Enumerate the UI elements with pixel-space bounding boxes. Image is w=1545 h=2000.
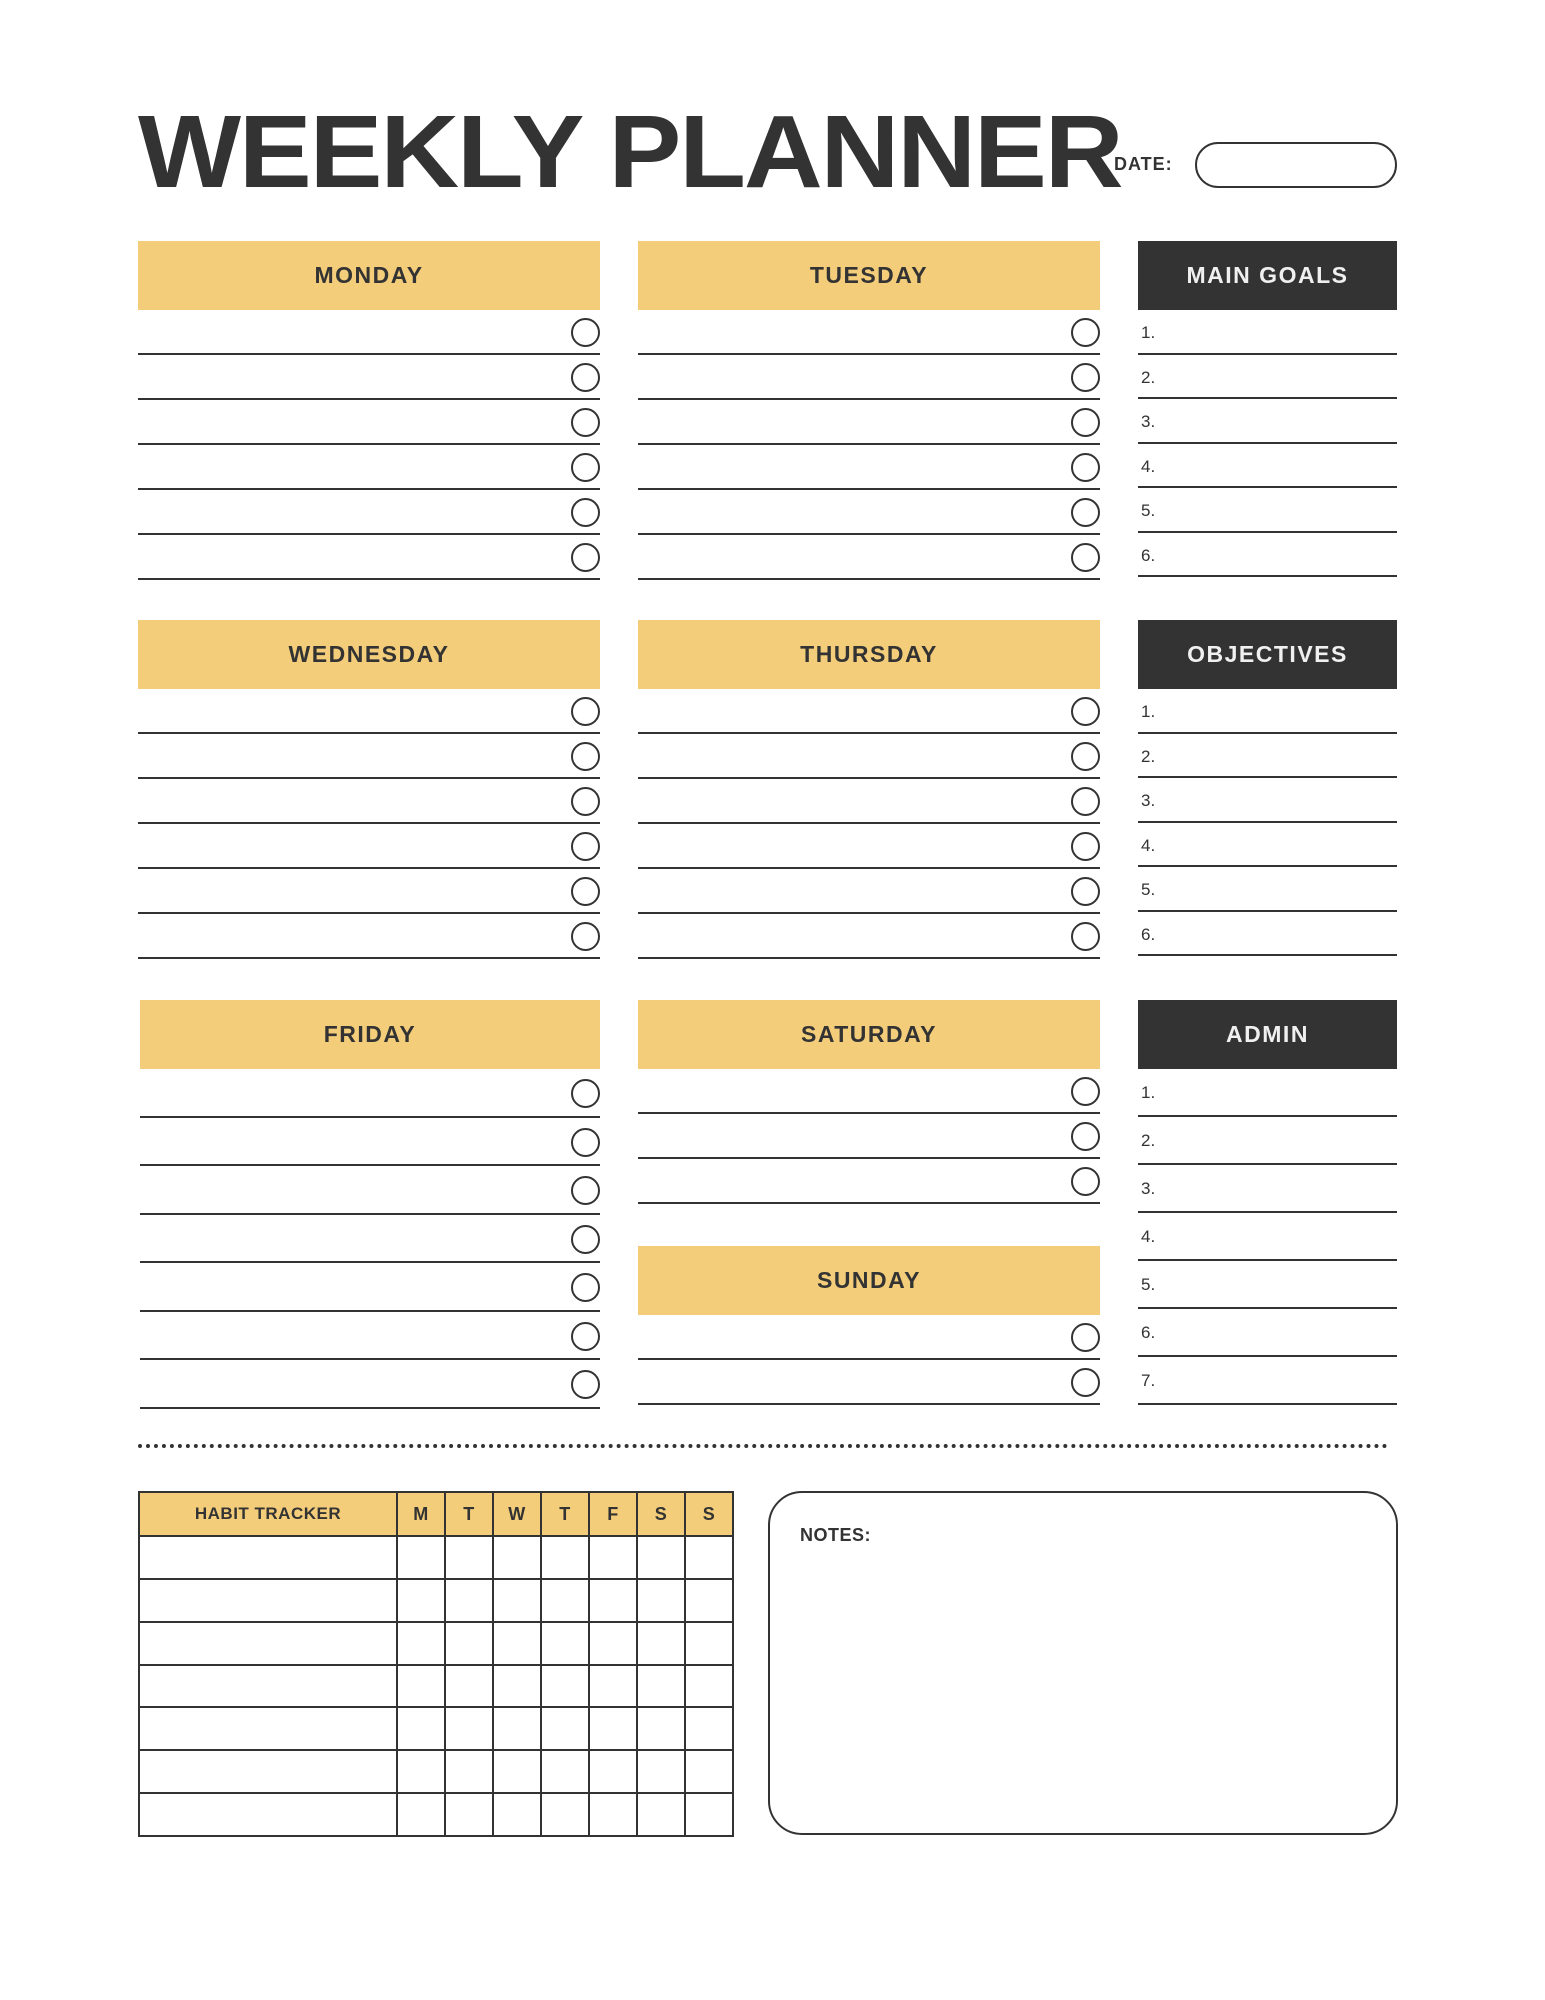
task-row[interactable] xyxy=(140,1118,600,1167)
task-row[interactable] xyxy=(638,779,1100,824)
habit-row xyxy=(139,1750,733,1793)
task-row[interactable] xyxy=(638,689,1100,734)
admin-row[interactable]: 7. xyxy=(1138,1357,1397,1405)
habit-cell[interactable] xyxy=(397,1536,445,1579)
habit-cell[interactable] xyxy=(637,1793,685,1836)
checkbox-circle-icon[interactable] xyxy=(1071,1368,1100,1397)
tuesday-section xyxy=(638,241,1100,580)
checkbox-circle-icon[interactable] xyxy=(1071,877,1100,906)
habit-cell[interactable] xyxy=(589,1665,637,1708)
habit-cell[interactable] xyxy=(397,1665,445,1708)
dotted-divider xyxy=(138,1444,1388,1448)
task-row[interactable] xyxy=(638,1069,1100,1114)
checkbox-circle-icon[interactable] xyxy=(571,697,600,726)
habit-cell[interactable] xyxy=(685,1750,733,1793)
habit-row xyxy=(139,1536,733,1579)
checkbox-circle-icon[interactable] xyxy=(571,408,600,437)
task-row[interactable] xyxy=(138,869,600,914)
checkbox-circle-icon[interactable] xyxy=(1071,318,1100,347)
task-row[interactable] xyxy=(140,1166,600,1215)
habit-name-cell[interactable] xyxy=(139,1707,397,1750)
habit-cell[interactable] xyxy=(493,1536,541,1579)
goal-row[interactable]: 1. xyxy=(1138,310,1397,355)
task-row[interactable] xyxy=(638,445,1100,490)
checkbox-circle-icon[interactable] xyxy=(1071,1323,1100,1352)
habit-cell[interactable] xyxy=(541,1536,589,1579)
habit-cell[interactable] xyxy=(589,1707,637,1750)
habit-cell[interactable] xyxy=(637,1579,685,1622)
task-row[interactable] xyxy=(138,734,600,779)
admin-header: ADMIN xyxy=(1138,1000,1397,1069)
checkbox-circle-icon[interactable] xyxy=(1071,697,1100,726)
habit-cell[interactable] xyxy=(397,1707,445,1750)
habit-cell[interactable] xyxy=(445,1750,493,1793)
checkbox-circle-icon[interactable] xyxy=(1071,787,1100,816)
checkbox-circle-icon[interactable] xyxy=(1071,1122,1100,1151)
habit-cell[interactable] xyxy=(397,1579,445,1622)
habit-cell[interactable] xyxy=(541,1750,589,1793)
goal-row[interactable]: 3. xyxy=(1138,399,1397,444)
checkbox-circle-icon[interactable] xyxy=(571,1322,600,1351)
admin-row[interactable]: 2. xyxy=(1138,1117,1397,1165)
checkbox-circle-icon[interactable] xyxy=(571,498,600,527)
task-row[interactable] xyxy=(138,310,600,355)
checkbox-circle-icon[interactable] xyxy=(571,787,600,816)
habit-cell[interactable] xyxy=(445,1579,493,1622)
main-goals-header: MAIN GOALS xyxy=(1138,241,1397,310)
monday-section xyxy=(138,241,600,580)
habit-day-header: S xyxy=(637,1492,685,1536)
task-row[interactable] xyxy=(638,535,1100,580)
objectives-section xyxy=(1138,620,1397,956)
main-goals-section xyxy=(1138,241,1397,577)
friday-header: FRIDAY xyxy=(140,1000,600,1069)
checkbox-circle-icon[interactable] xyxy=(1071,453,1100,482)
task-row[interactable] xyxy=(140,1312,600,1361)
habit-day-header: T xyxy=(445,1492,493,1536)
saturday-header: SATURDAY xyxy=(638,1000,1100,1069)
task-row[interactable] xyxy=(140,1215,600,1264)
objectives-header: OBJECTIVES xyxy=(1138,620,1397,689)
habit-name-cell[interactable] xyxy=(139,1536,397,1579)
habit-cell[interactable] xyxy=(397,1622,445,1665)
habit-name-cell[interactable] xyxy=(139,1665,397,1708)
checkbox-circle-icon[interactable] xyxy=(571,1225,600,1254)
friday-section xyxy=(140,1000,600,1409)
habit-day-header: F xyxy=(589,1492,637,1536)
habit-day-header: W xyxy=(493,1492,541,1536)
habit-cell[interactable] xyxy=(541,1707,589,1750)
checkbox-circle-icon[interactable] xyxy=(571,1370,600,1399)
task-row[interactable] xyxy=(638,355,1100,400)
habit-cell[interactable] xyxy=(493,1665,541,1708)
objective-row[interactable]: 3. xyxy=(1138,778,1397,823)
habit-tracker-title: HABIT TRACKER xyxy=(139,1492,397,1536)
task-row[interactable] xyxy=(140,1069,600,1118)
habit-cell[interactable] xyxy=(685,1665,733,1708)
habit-cell[interactable] xyxy=(397,1750,445,1793)
habit-cell[interactable] xyxy=(445,1793,493,1836)
habit-day-header: T xyxy=(541,1492,589,1536)
habit-row xyxy=(139,1579,733,1622)
habit-row xyxy=(139,1793,733,1836)
checkbox-circle-icon[interactable] xyxy=(571,453,600,482)
habit-cell[interactable] xyxy=(589,1622,637,1665)
habit-name-cell[interactable] xyxy=(139,1579,397,1622)
task-row[interactable] xyxy=(638,310,1100,355)
checkbox-circle-icon[interactable] xyxy=(571,877,600,906)
habit-name-cell[interactable] xyxy=(139,1622,397,1665)
objective-row[interactable]: 1. xyxy=(1138,689,1397,734)
habit-cell[interactable] xyxy=(445,1707,493,1750)
task-row[interactable] xyxy=(138,689,600,734)
habit-cell[interactable] xyxy=(637,1536,685,1579)
checkbox-circle-icon[interactable] xyxy=(1071,543,1100,572)
habit-cell[interactable] xyxy=(637,1750,685,1793)
task-row[interactable] xyxy=(138,445,600,490)
task-row[interactable] xyxy=(140,1360,600,1409)
admin-section xyxy=(1138,1000,1397,1405)
task-row[interactable] xyxy=(138,400,600,445)
monday-header: MONDAY xyxy=(138,241,600,310)
habit-cell[interactable] xyxy=(493,1793,541,1836)
habit-cell[interactable] xyxy=(445,1622,493,1665)
task-row[interactable] xyxy=(138,355,600,400)
checkbox-circle-icon[interactable] xyxy=(571,832,600,861)
checkbox-circle-icon[interactable] xyxy=(571,363,600,392)
task-row[interactable] xyxy=(638,1315,1100,1360)
sunday-section xyxy=(638,1246,1100,1405)
admin-row[interactable]: 4. xyxy=(1138,1213,1397,1261)
admin-row[interactable]: 5. xyxy=(1138,1261,1397,1309)
task-row[interactable] xyxy=(638,869,1100,914)
checkbox-circle-icon[interactable] xyxy=(1071,922,1100,951)
habit-cell[interactable] xyxy=(685,1579,733,1622)
checkbox-circle-icon[interactable] xyxy=(1071,498,1100,527)
checkbox-circle-icon[interactable] xyxy=(1071,1077,1100,1106)
task-row[interactable] xyxy=(138,490,600,535)
goal-row[interactable]: 4. xyxy=(1138,444,1397,489)
wednesday-header: WEDNESDAY xyxy=(138,620,600,689)
habit-cell[interactable] xyxy=(685,1536,733,1579)
habit-tracker-table xyxy=(138,1491,734,1837)
task-row[interactable] xyxy=(638,914,1100,959)
tuesday-header: TUESDAY xyxy=(638,241,1100,310)
task-row[interactable] xyxy=(138,779,600,824)
habit-cell[interactable] xyxy=(589,1750,637,1793)
thursday-header: THURSDAY xyxy=(638,620,1100,689)
checkbox-circle-icon[interactable] xyxy=(1071,742,1100,771)
checkbox-circle-icon[interactable] xyxy=(1071,363,1100,392)
checkbox-circle-icon[interactable] xyxy=(571,1079,600,1108)
checkbox-circle-icon[interactable] xyxy=(571,1273,600,1302)
habit-cell[interactable] xyxy=(637,1622,685,1665)
habit-cell[interactable] xyxy=(493,1750,541,1793)
habit-cell[interactable] xyxy=(445,1665,493,1708)
habit-cell[interactable] xyxy=(685,1707,733,1750)
task-row[interactable] xyxy=(638,734,1100,779)
goal-row[interactable]: 5. xyxy=(1138,488,1397,533)
habit-row xyxy=(139,1622,733,1665)
task-row[interactable] xyxy=(638,400,1100,445)
checkbox-circle-icon[interactable] xyxy=(571,543,600,572)
habit-day-header: S xyxy=(685,1492,733,1536)
objective-row[interactable]: 6. xyxy=(1138,912,1397,957)
task-row[interactable] xyxy=(138,914,600,959)
goal-row[interactable]: 6. xyxy=(1138,533,1397,578)
date-input[interactable] xyxy=(1195,142,1397,188)
habit-cell[interactable] xyxy=(589,1793,637,1836)
habit-cell[interactable] xyxy=(445,1536,493,1579)
habit-cell[interactable] xyxy=(589,1579,637,1622)
date-label: DATE: xyxy=(1114,154,1173,174)
task-row[interactable] xyxy=(638,824,1100,869)
habit-cell[interactable] xyxy=(541,1665,589,1708)
habit-cell[interactable] xyxy=(589,1536,637,1579)
wednesday-section xyxy=(138,620,600,959)
habit-name-cell[interactable] xyxy=(139,1750,397,1793)
task-row[interactable] xyxy=(140,1263,600,1312)
habit-cell[interactable] xyxy=(637,1665,685,1708)
habit-row xyxy=(139,1665,733,1708)
habit-cell[interactable] xyxy=(541,1622,589,1665)
task-row[interactable] xyxy=(138,535,600,580)
checkbox-circle-icon[interactable] xyxy=(1071,832,1100,861)
task-row[interactable] xyxy=(638,1114,1100,1159)
notes-label: NOTES: xyxy=(800,1525,872,1545)
sunday-header: SUNDAY xyxy=(638,1246,1100,1315)
objective-row[interactable]: 2. xyxy=(1138,734,1397,779)
task-row[interactable] xyxy=(638,1360,1100,1405)
admin-row[interactable]: 6. xyxy=(1138,1309,1397,1357)
thursday-section xyxy=(638,620,1100,959)
task-row[interactable] xyxy=(638,1159,1100,1204)
habit-cell[interactable] xyxy=(637,1707,685,1750)
habit-row xyxy=(139,1707,733,1750)
admin-row[interactable]: 3. xyxy=(1138,1165,1397,1213)
checkbox-circle-icon[interactable] xyxy=(571,1176,600,1205)
habit-cell[interactable] xyxy=(541,1793,589,1836)
habit-cell[interactable] xyxy=(493,1579,541,1622)
checkbox-circle-icon[interactable] xyxy=(571,922,600,951)
habit-cell[interactable] xyxy=(541,1579,589,1622)
checkbox-circle-icon[interactable] xyxy=(571,1128,600,1157)
checkbox-circle-icon[interactable] xyxy=(571,318,600,347)
habit-cell[interactable] xyxy=(397,1793,445,1836)
task-row[interactable] xyxy=(638,490,1100,535)
goal-row[interactable]: 2. xyxy=(1138,355,1397,400)
task-row[interactable] xyxy=(138,824,600,869)
checkbox-circle-icon[interactable] xyxy=(1071,1167,1100,1196)
habit-day-header: M xyxy=(397,1492,445,1536)
objective-row[interactable]: 5. xyxy=(1138,867,1397,912)
habit-cell[interactable] xyxy=(685,1793,733,1836)
habit-cell[interactable] xyxy=(493,1707,541,1750)
objective-row[interactable]: 4. xyxy=(1138,823,1397,868)
saturday-section xyxy=(638,1000,1100,1204)
checkbox-circle-icon[interactable] xyxy=(571,742,600,771)
habit-cell[interactable] xyxy=(685,1622,733,1665)
admin-row[interactable]: 1. xyxy=(1138,1069,1397,1117)
notes-box[interactable] xyxy=(768,1491,1398,1835)
checkbox-circle-icon[interactable] xyxy=(1071,408,1100,437)
habit-cell[interactable] xyxy=(493,1622,541,1665)
page-title: WEEKLY PLANNER xyxy=(138,94,1122,209)
habit-name-cell[interactable] xyxy=(139,1793,397,1836)
habit-header-row xyxy=(139,1492,733,1536)
